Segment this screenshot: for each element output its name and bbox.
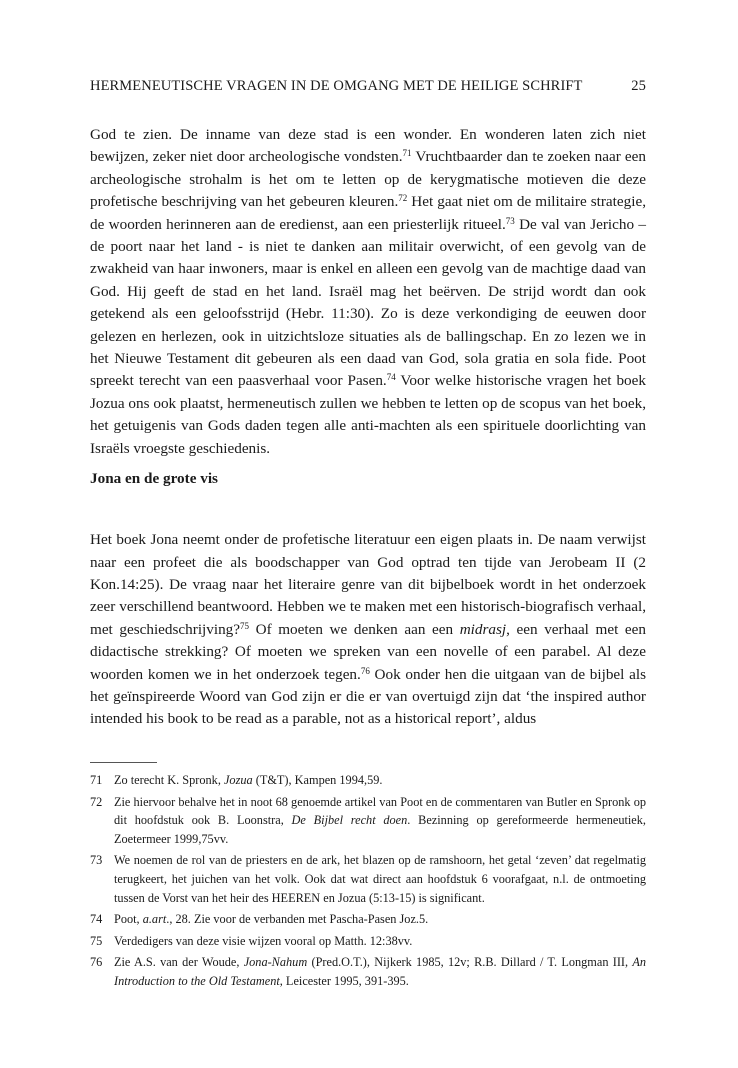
italic-term: midrasj	[459, 620, 507, 638]
footnote-text: Zo terecht K. Spronk, Jozua (T&T), Kampen 1994,59.	[114, 773, 383, 787]
running-head-title: HERMENEUTISCHE VRAGEN IN DE OMGANG MET DE HEILIGE SCHRIFT	[90, 78, 583, 94]
text-segment: God te zien. De inname van deze stad is een wonder. En wonderen laten zich niet bewijzen, zeker niet door archeologische vondsten.	[90, 126, 646, 166]
footnote-text: We noemen de rol van de priesters en de ark, het blazen op de ramshoorn, het getal ‘zeven’ dat regelmatig terugkeert, het juichen van het volk. Ook dat wat direct aan hoofdstuk 6 voorafgaat, n.l. de ontmoeting tussen de Vorst van het heir des HEEREN en Jozua (5:13-15) is significant.	[114, 853, 646, 905]
footnote-ref-76[interactable]: 76	[360, 665, 370, 676]
footnote-number: 72	[90, 794, 103, 809]
text-segment: De val van Jericho – de poort naar het land - is niet te danken aan militair overwicht, of een gevolg van de zwakheid van haar inwoners, maar is enkel en alleen een gevolg van de machtige daad van God. Hij geeft de stad en het land. Israël mag het beërven. De strijd wordt dan ook getekend als een geloofsstrijd (Hebr. 11:30). Zo is deze verkondiging de eeuwen door gelezen en herlezen, ook in uitzichtsloze situaties als de ballingschap. En zo lezen we in het Nieuwe Testament dit gebeuren als een daad van God, sola gratia en sola fide. Poot spreekt terecht van een paasverhaal voor Pasen.	[90, 215, 646, 390]
footnote-number: 74	[90, 912, 103, 927]
footnote-text: Zie A.S. van der Woude, Jona-Nahum (Pred.O.T.), Nijkerk 1985, 12v; R.B. Dillard / T. Longman III, An Introduction to the Old Testament, Leicester 1995, 391-395.	[114, 955, 647, 988]
footnote-ref-75[interactable]: 75	[240, 620, 249, 631]
footnote-75	[90, 932, 646, 951]
text-segment: Of moeten we denken aan een	[249, 620, 460, 638]
footnote-text: Zie hiervoor behalve het in noot 68 genoemde artikel van Poot en de commentaren van Butler en Spronk op dit hoofdstuk ook B. Loonstra, De Bijbel recht doen. Bezinning op gereformeerde hermeneutiek, Zoetermeer 1999,75vv.	[114, 794, 646, 846]
footnote-ref-71[interactable]: 71	[402, 148, 412, 159]
footnote-number: 75	[90, 933, 103, 948]
text-segment: Voor welke historische vragen het boek Jozua ons ook plaatst, hermeneutisch zullen we hebben te letten op de scopus van het boek, het getuigenis van Gods daden tegen alle anti-machten als een spirituele doorlichting van Israëls vroegste geschiedenis.	[90, 372, 646, 457]
footnote-number: 73	[90, 853, 103, 868]
body-paragraph-1	[90, 124, 646, 460]
running-head	[90, 78, 646, 95]
footnote-number: 71	[90, 773, 103, 787]
footnotes	[90, 771, 646, 994]
text-segment: Het boek Jona neemt onder de profetische literatuur een eigen plaats in. De naam verwijst naar een profeet die als boodschapper van God optrad ten tijde van Jerobeam II (2 Kon.14:25). De vraag naar het literaire genre van dit bijbelboek wordt in het onderzoek zeer verschillend beantwoord. Hebben we te maken met een historisch-biografisch verhaal, met geschiedschrijving?	[90, 531, 646, 638]
footnote-text: Poot, a.art., 28. Zie voor de verbanden met Pascha-Pasen Joz.5.	[114, 912, 429, 927]
footnote-ref-72[interactable]: 72	[398, 193, 408, 204]
text-segment: Vruchtbaarder dan te zoeken naar een archeologische strohalm is het om te letten op de kerygmatische motieven die deze profetische beschrijving van het gebeuren kleuren.	[90, 148, 646, 211]
footnote-separator	[90, 762, 157, 763]
footnote-ref-74[interactable]: 74	[386, 372, 396, 383]
section-heading: Jona en de grote vis	[90, 470, 218, 487]
text-segment: Ook onder hen die uitgaan van de bijbel als het geïnspireerde Woord van God zijn er die er van overtuigd zijn dat ‘the inspired author intended his book to be read as a parable, not as a historical report’, aldus	[90, 665, 646, 728]
footnote-71	[90, 771, 646, 790]
page-number: 25	[631, 78, 646, 94]
footnote-text: Verdedigers van deze visie wijzen vooral op Matth. 12:38vv.	[114, 933, 413, 948]
footnote-ref-73[interactable]: 73	[505, 215, 515, 226]
text-segment: , een verhaal met een didactische strekking? Of moeten we spreken van een novelle of een parabel. Al deze woorden komen we in het onderzoek tegen.	[90, 620, 646, 683]
footnote-73	[90, 851, 646, 907]
body-paragraph-2	[90, 514, 646, 746]
footnote-74	[90, 910, 646, 929]
footnote-76	[90, 953, 646, 990]
text-segment: Het gaat niet om de militaire strategie, de woorden herinneren aan de eredienst, aan een priesterlijk ritueel.	[90, 193, 646, 233]
footnote-number: 76	[90, 955, 103, 970]
footnote-72	[90, 793, 646, 849]
